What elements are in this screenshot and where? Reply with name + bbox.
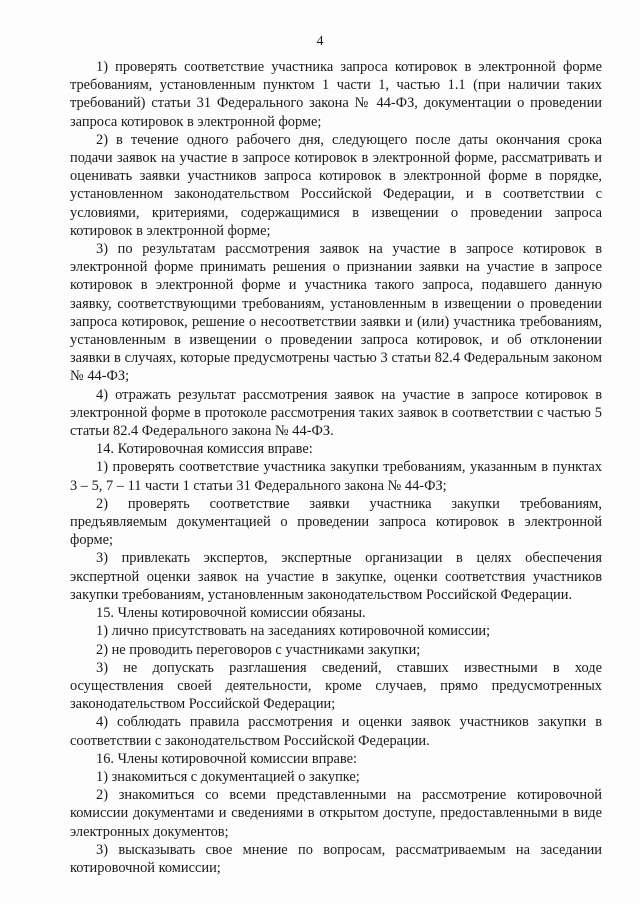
paragraph: 1) проверять соответствие участника запроса котировок в электронной форме требованиям, установленным пунктом 1 части 1, частью 1.1 (при наличии таких требований) статьи 31 Федерального закона № 44-ФЗ, документации о проведении запроса котировок в электронной форме; xyxy=(70,59,602,130)
page-number: 4 xyxy=(316,34,324,49)
paragraph: 2) знакомиться со всеми представленными на рассмотрение котировочной комиссии документами и сведениями в открытом доступе, предоставленными в виде электронных документов; xyxy=(70,787,602,840)
section-heading: 15. Члены котировочной комиссии обязаны. xyxy=(96,605,366,622)
section-heading: 14. Котировочная комиссия вправе: xyxy=(96,441,313,458)
paragraph: 1) лично присутствовать на заседаниях котировочной комиссии; xyxy=(96,623,491,640)
paragraph: 3) по результатам рассмотрения заявок на участие в запросе котировок в электронной форме принимать решения о признании заявки на участие в запросе котировок в электронной форме и участника такого запроса, подавшего данную заявку, соответствующими требованиям, установленным в извещении о проведении запроса котировок, решение о несоответствии заявки и (или) участника требованиям, установленным в извещении о проведении запроса котировок, и об отклонении заявки в случаях, которые предусмотрены частью 3 статьи 82.4 Федеральным законом № 44-ФЗ; xyxy=(70,241,602,385)
paragraph: 3) не допускать разглашения сведений, ставших известными в ходе осуществления своей деятельности, кроме случаев, прямо предусмотренных законодательством Российской Федерации; xyxy=(70,659,602,713)
paragraph: 2) в течение одного рабочего дня, следующего после даты окончания срока подачи заявок на участие в запросе котировок в электронной форме, рассматривать и оценивать заявки участников запроса котировок в электронной форме в порядке, установленном законодательством Российской Федерации, и в соответствии с условиями, критериями, содержащимися в извещении о проведении запроса котировок в электронной форме; xyxy=(70,131,602,239)
paragraph: 2) проверять соответствие заявки участника закупки требованиям, предъявляемым документацией о проведении запроса котировок в электронной форме; xyxy=(70,495,602,549)
paragraph: 4) отражать результат рассмотрения заявок на участие в запросе котировок в электронной форме в протоколе рассмотрения таких заявок в соответствии с частью 5 статьи 82.4 Федерального закона № 44-ФЗ. xyxy=(70,386,602,440)
paragraph: 2) не проводить переговоров с участниками закупки; xyxy=(96,641,421,658)
document-body xyxy=(70,58,602,877)
paragraph: 4) соблюдать правила рассмотрения и оценки заявок участников закупки в соответствии с законодательством Российской Федерации. xyxy=(70,714,602,749)
paragraph: 1) проверять соответствие участника закупки требованиям, указанным в пунктах 3 – 5, 7 – 11 части 1 статьи 31 Федерального закона № 44-ФЗ; xyxy=(70,459,602,494)
paragraph: 1) знакомиться с документацией о закупке; xyxy=(96,768,360,785)
paragraph: 3) привлекать экспертов, экспертные организации в целях обеспечения экспертной оценки заявок на участие в закупке, оценки соответствия участников закупки требованиям, установленным законодательством Российской Федерации. xyxy=(70,550,602,603)
paragraph: 3) высказывать свое мнение по вопросам, рассматриваемым на заседании котировочной комиссии; xyxy=(70,841,602,876)
section-heading: 16. Члены котировочной комиссии вправе: xyxy=(96,750,358,767)
